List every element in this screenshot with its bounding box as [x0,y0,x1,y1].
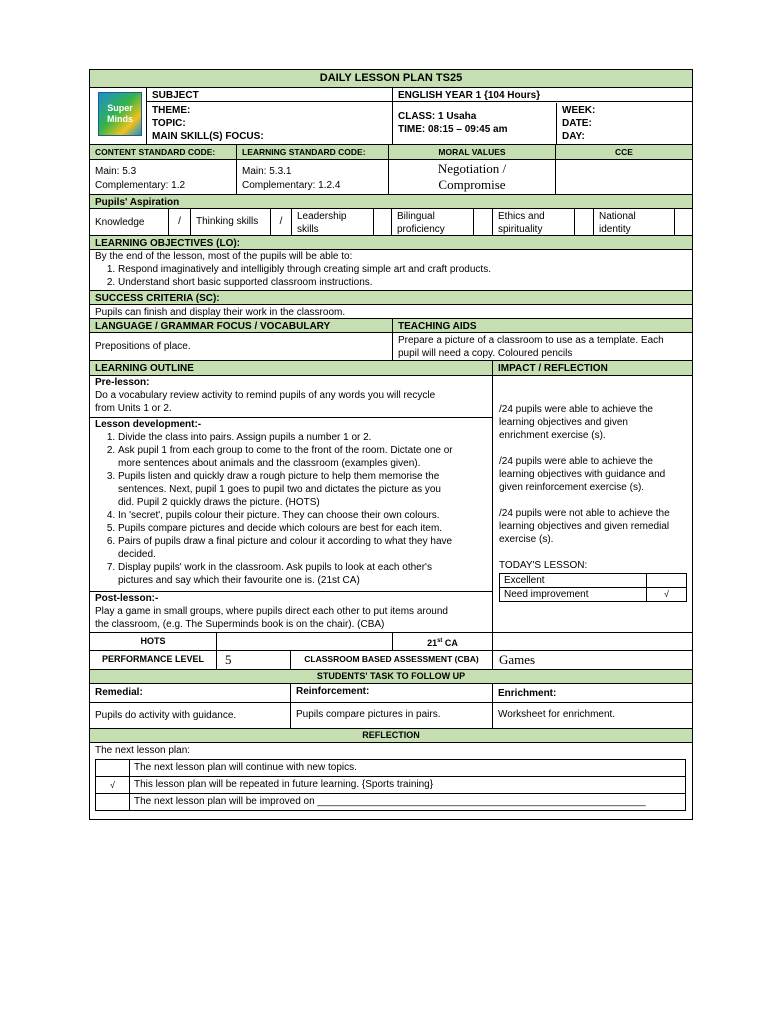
performance-level-label: PERFORMANCE LEVEL [101,654,204,664]
remedial-value: Pupils do activity with guidance. [95,710,237,721]
performance-level-value: 5 [216,651,290,670]
theme-label: THEME: [152,105,191,116]
todays-lesson-label: TODAY'S LESSON: [499,560,588,571]
aspiration-bilingual-l2: proficiency [397,224,445,235]
aspiration-thinking: Thinking skills [190,209,270,236]
teaching-aids-label: TEACHING AIDS [392,319,692,333]
reflection-table [95,759,686,811]
learning-outline-label: LEARNING OUTLINE [95,363,194,374]
impact-label: IMPACT / REFLECTION [492,361,692,376]
reinforcement-label: Reinforcement: [290,684,492,703]
header-block [90,87,692,144]
class-info: CLASS: 1 Usaha [398,111,477,122]
main-skill-label: MAIN SKILL(S) FOCUS: [152,131,264,142]
moral-value-line2: Compromise [438,177,506,192]
development-label: Lesson development:- [95,419,202,430]
aspiration-ethics-l1: Ethics and [498,211,545,222]
development-step: 5. Pupils compare pictures and decide which colours are best for each item. [118,522,487,535]
21st-ca-label: 21st CA [392,633,492,651]
reinforcement-value: Pupils compare pictures in pairs. [290,703,492,729]
success-text: Pupils can finish and display their work in the classroom. [90,304,692,318]
reflection-body [90,742,692,819]
aspiration-leadership-l2: skills [297,224,319,235]
objectives-body [90,249,692,290]
time-info: TIME: 08:15 – 09:45 am [398,124,508,135]
pre-lesson-line2: from Units 1 or 2. [95,403,172,414]
enrichment-label: Enrichment: [492,684,692,703]
objective-item: 2. Understand short basic supported classroom instructions. [118,276,687,289]
cce-value [555,160,692,195]
aspiration-knowledge: Knowledge [95,217,145,228]
superminds-logo-icon: Super Minds [98,92,142,136]
cba-label: CLASSROOM BASED ASSESSMENT (CBA) [290,651,492,670]
language-focus-label: LANGUAGE / GRAMMAR FOCUS / VOCABULARY [95,321,331,332]
objectives-intro: By the end of the lesson, most of the pupils will be able to: [95,251,353,262]
enrichment-value: Worksheet for enrichment. [492,703,692,729]
aspiration-knowledge-mark: / [168,209,190,236]
subject-label: SUBJECT [147,88,393,102]
language-focus-value: Prepositions of place. [95,341,191,352]
development-step: 2. Ask pupil 1 from each group to come to the front of the room. Dictate one or more sentences about animals and the classroom (examples given). [118,444,487,470]
pre-lesson-line1: Do a vocabulary review activity to remind pupils of any words you will recycle [95,390,436,401]
performance-row [90,650,692,669]
aspiration-national-l1: National [599,211,636,222]
date-label: DATE: [562,118,592,129]
subject-value: ENGLISH YEAR 1 {104 Hours} [393,88,693,102]
standards-header-row [90,144,692,159]
development-step: 3. Pupils listen and quickly draw a rough picture to help them memorise the sentences. Next, pupil 1 goes to pupil two and dictates the picture as you did. Pupil 2 quickly draws the picture. (HOTS) [118,470,487,509]
aspiration-national-mark [674,209,692,236]
remedial-label: Remedial: [95,687,143,698]
learning-outline-body [90,375,492,632]
day-label: DAY: [562,131,585,142]
standards-value-row [90,159,692,194]
content-standard-label: CONTENT STANDARD CODE: [95,147,216,157]
post-lesson-line1: Play a game in small groups, where pupils direct each other to put items around [95,606,448,617]
impact-remedial: /24 pupils were not able to achieve the learning objectives and given remedial exercise (s). [499,508,670,545]
pre-lesson-label: Pre-lesson: [95,377,150,388]
post-lesson-line2: the classroom, (e.g. The Superminds book is on the chair). (CBA) [95,619,385,630]
aspiration-label: Pupils' Aspiration [90,194,692,208]
aspiration-leadership-l1: Leadership [297,211,347,222]
teaching-aids-line1: Prepare a picture of a classroom to use as a template. Each [398,335,664,346]
table-row: The next lesson plan will continue with new topics. [96,760,685,777]
post-lesson-label: Post-lesson:- [95,593,159,604]
reflection-label: REFLECTION [90,728,692,742]
followup-label: STUDENTS' TASK TO FOLLOW UP [90,669,692,683]
table-row: Excellent [500,574,686,588]
cba-value: Games [492,651,692,670]
development-step: 4. In 'secret', pupils colour their picture. They can choose their own colours. [118,509,487,522]
hots-row [90,632,692,650]
teaching-aids-line2: pupil will need a copy. Coloured pencils [398,348,573,359]
success-label: SUCCESS CRITERIA (SC): [90,290,692,304]
hots-value [216,633,392,651]
content-main: Main: 5.3 [95,166,137,177]
table-row: √ This lesson plan will be repeated in future learning. {Sports training} [96,777,685,794]
development-step: 1. Divide the class into pairs. Assign pupils a number 1 or 2. [118,431,487,444]
reflection-intro: The next lesson plan: [95,745,191,756]
hots-label: HOTS [140,636,166,646]
lesson-plan-page [89,69,693,820]
cce-label: CCE [555,145,692,160]
21st-ca-value [492,633,692,651]
aspiration-bilingual-mark [473,209,492,236]
todays-lesson-table [499,573,687,602]
impact-enrichment: /24 pupils were able to achieve the learning objectives and given enrichment exercise (s). [499,404,653,441]
impact-body [492,375,692,632]
content-complementary: Complementary: 1.2 [95,180,186,191]
learning-main: Main: 5.3.1 [242,166,292,177]
table-row: Need improvement √ [500,588,686,601]
aspiration-national-l2: identity [599,224,631,235]
impact-reinforcement: /24 pupils were able to achieve the learning objectives with guidance and given reinforcement exercise (s). [499,456,666,493]
objective-item: 1. Respond imaginatively and intelligibly through creating simple art and craft products. [118,263,687,276]
learning-standard-label: LEARNING STANDARD CODE: [236,145,388,160]
aspiration-ethics-mark [574,209,593,236]
development-step: 6. Pairs of pupils draw a final picture and colour it according to what they have decided. [118,535,487,561]
moral-value-line1: Negotiation / [437,161,507,176]
aspiration-leadership-mark [373,209,391,236]
table-row: The next lesson plan will be improved on ___________________________________________________________ [96,794,685,810]
learning-complementary: Complementary: 1.2.4 [242,180,341,191]
aspiration-ethics-l2: spirituality [498,224,543,235]
page-title: DAILY LESSON PLAN TS25 [90,70,692,87]
aspiration-bilingual-l1: Bilingual [397,211,435,222]
aspiration-thinking-mark: / [270,209,291,236]
week-label: WEEK: [562,105,596,116]
development-step: 7. Display pupils' work in the classroom. Ask pupils to look at each other's pictures and say which their favourite one is. (21st CA) [118,561,487,587]
topic-label: TOPIC: [152,118,186,129]
objectives-label: LEARNING OBJECTIVES (LO): [90,235,692,249]
aspiration-row [90,208,692,235]
moral-values-label: MORAL VALUES [388,145,555,160]
